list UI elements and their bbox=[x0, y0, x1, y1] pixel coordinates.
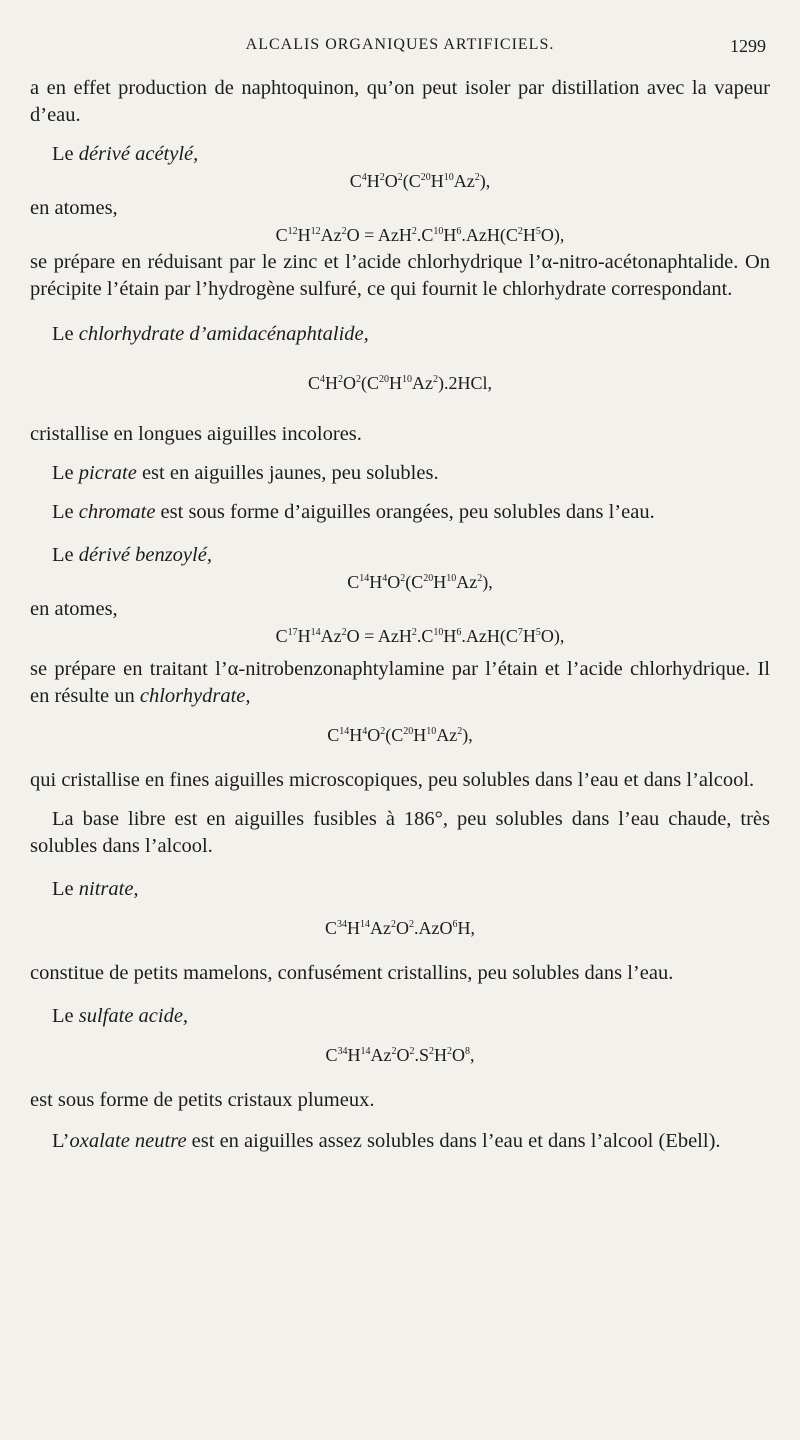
formula-benzoyl-chlorhydrate: $C^{14}H^4O^2(C^{20}H^{10}Az^2)$, bbox=[327, 725, 473, 745]
paragraph-benzoyl-preparation: se prépare en traitant l’α-nitrobenzonaphtylamine par l’étain et l’acide chlorhydrique. Il en résulte un chlorhydrate, bbox=[30, 658, 770, 707]
compound-name: dérivé acétylé, bbox=[78, 143, 199, 165]
compound-name: chlorhydrate d’amidacénaphtalide, bbox=[78, 323, 369, 345]
formula-benzoyl-atoms: $C^{17}H^{14}Az^2O = AzH^2.C^{10}H^6.AzH(C^7H^5O)$, bbox=[275, 626, 565, 646]
page-number: 1299 bbox=[730, 36, 766, 56]
compound-name: oxalate neutre bbox=[69, 1130, 187, 1152]
heading-chlorhydrate: Le chlorhydrate d’amidacénaphtalide, bbox=[52, 323, 369, 345]
label-en-atomes: en atomes, bbox=[30, 598, 118, 620]
compound-name: chromate bbox=[78, 501, 156, 523]
formula-chlorhydrate: $C^4H^2O^2(C^{20}H^{10}Az^2).2HCl$, bbox=[307, 373, 492, 393]
compound-name: dérivé benzoylé, bbox=[78, 544, 212, 566]
running-title: ALCALIS ORGANIQUES ARTIFICIELS. bbox=[245, 36, 555, 53]
paragraph-chromate: Le chromate est sous forme d’aiguilles orangées, peu solubles dans l’eau. bbox=[52, 501, 655, 523]
compound-name: sulfate acide, bbox=[78, 1005, 189, 1027]
formula-acetyl-equivalents: $C^4H^2O^2(C^{20}H^{10}Az^2)$, bbox=[349, 171, 491, 191]
heading-nitrate: Le nitrate, bbox=[52, 878, 139, 900]
paragraph-acetyl-preparation: se prépare en réduisant par le zinc et l’acide chlorhydrique l’α-nitro-acétonaphtalide. On précipite l’étain par l’hydrogène sulfuré, ce qui fournit le chlorhydrate correspondant. bbox=[30, 251, 770, 300]
page-body bbox=[30, 75, 770, 1155]
formula-benzoyl-equivalents: $C^{14}H^4O^2(C^{20}H^{10}Az^2)$, bbox=[347, 572, 493, 592]
paragraph-intro: a en effet production de naphtoquinon, qu’on peut isoler par distillation avec la vapeur d’eau. bbox=[30, 77, 770, 126]
paragraph-free-base: La base libre est en aiguilles fusibles à 186°, peu solubles dans l’eau chaude, très solubles dans l’alcool. bbox=[30, 808, 770, 857]
paragraph-sulfate: est sous forme de petits cristaux plumeux. bbox=[30, 1089, 375, 1111]
paragraph-oxalate: L’oxalate neutre est en aiguilles assez solubles dans l’eau et dans l’alcool (Ebell). bbox=[52, 1130, 721, 1152]
compound-name: picrate bbox=[78, 462, 137, 484]
compound-name: nitrate, bbox=[78, 878, 139, 900]
heading-acid-sulfate: Le sulfate acide, bbox=[52, 1005, 189, 1027]
heading-acetyl-derivative bbox=[30, 141, 770, 168]
article: Le bbox=[52, 143, 79, 165]
label-en-atomes: en atomes, bbox=[30, 197, 118, 219]
heading-benzoyl-derivative: Le dérivé benzoylé, bbox=[52, 544, 212, 566]
page-header bbox=[0, 36, 800, 64]
formula-sulfate: $C^{34}H^{14}Az^2O^2.S^2H^2O^8$, bbox=[325, 1045, 475, 1065]
paragraph-benzoyl-chlorhydrate: qui cristallise en fines aiguilles microscopiques, peu solubles dans l’eau et dans l’alcool. bbox=[30, 769, 755, 791]
formula-acetyl-atoms: $C^{12}H^{12}Az^2O = AzH^2.C^{10}H^6.AzH(C^2H^5O)$, bbox=[275, 225, 565, 245]
paragraph-picrate: Le picrate est en aiguilles jaunes, peu solubles. bbox=[52, 462, 439, 484]
paragraph-chlorhydrate: cristallise en longues aiguilles incolores. bbox=[30, 423, 362, 445]
paragraph-nitrate: constitue de petits mamelons, confusément cristallins, peu solubles dans l’eau. bbox=[30, 962, 674, 984]
formula-nitrate: $C^{34}H^{14}Az^2O^2.AzO^6H$, bbox=[324, 918, 475, 938]
